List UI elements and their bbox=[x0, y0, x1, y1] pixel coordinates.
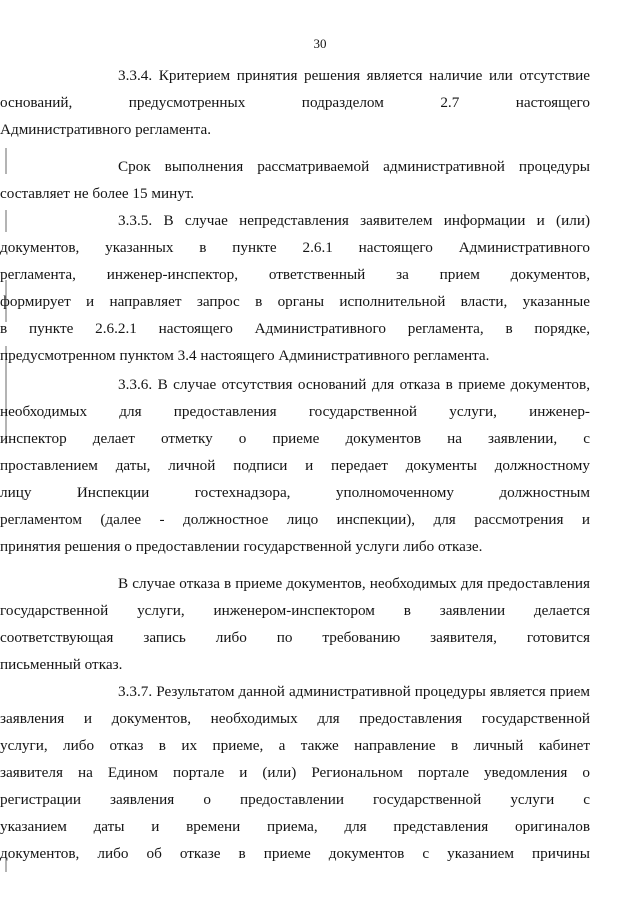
text-line: Административного регламента. bbox=[0, 121, 212, 138]
text-line: соответствующая запись либо по требованию заявителя, готовится bbox=[0, 629, 590, 646]
text-line: заявления и документов, необходимых для предоставления государственной bbox=[0, 710, 590, 727]
text-line: принятия решения о предоставлении государственной услуги либо отказе. bbox=[0, 538, 483, 555]
text-line: указанием даты и времени приема, для представления оригиналов bbox=[0, 818, 590, 835]
document-body bbox=[0, 62, 590, 867]
text-line: инспектор делает отметку о приеме документов на заявлении, с bbox=[0, 430, 590, 447]
text-line: Срок выполнения рассматриваемой административной процедуры bbox=[118, 158, 590, 175]
text-line: В случае отказа в приеме документов, необходимых для предоставления bbox=[118, 575, 590, 592]
margin-mark bbox=[5, 148, 7, 174]
text-line: услуги, либо отказ в их приеме, а также направление в личный кабинет bbox=[0, 737, 590, 754]
text-line: составляет не более 15 минут. bbox=[0, 185, 195, 202]
text-line: заявителя на Едином портале и (или) Региональном портале уведомления о bbox=[0, 764, 590, 781]
text-line: 3.3.5. В случае непредставления заявителем информации и (или) bbox=[118, 212, 590, 229]
text-line: регистрации заявления о предоставлении государственной услуги с bbox=[0, 791, 590, 808]
text-line: необходимых для предоставления государственной услуги, инженер- bbox=[0, 403, 590, 420]
text-line: документов, либо об отказе в приеме документов с указанием причины bbox=[0, 845, 590, 862]
text-line: формирует и направляет запрос в органы исполнительной власти, указанные bbox=[0, 293, 590, 310]
text-line: государственной услуги, инженером-инспектором в заявлении делается bbox=[0, 602, 590, 619]
text-line: проставлением даты, личной подписи и передает документы должностному bbox=[0, 457, 590, 474]
page-number: 30 bbox=[313, 36, 327, 51]
text-line: письменный отказ. bbox=[0, 656, 123, 673]
text-line: регламента, инженер-инспектор, ответственный за прием документов, bbox=[0, 266, 590, 283]
margin-mark bbox=[5, 210, 7, 232]
text-line: 3.3.7. Результатом данной административной процедуры является прием bbox=[118, 683, 590, 700]
text-line: в пункте 2.6.2.1 настоящего Административного регламента, в порядке, bbox=[0, 320, 590, 337]
text-line: 3.3.6. В случае отсутствия оснований для отказа в приеме документов, bbox=[118, 376, 590, 393]
text-line: 3.3.4. Критерием принятия решения является наличие или отсутствие bbox=[118, 67, 590, 84]
text-line: предусмотренном пунктом 3.4 настоящего Административного регламента. bbox=[0, 347, 490, 364]
text-line: документов, указанных в пункте 2.6.1 настоящего Административного bbox=[0, 239, 590, 256]
text-line: лицу Инспекции гостехнадзора, уполномоченному должностным bbox=[0, 484, 590, 501]
text-line: оснований, предусмотренных подразделом 2.7 настоящего bbox=[0, 94, 590, 111]
text-line: регламентом (далее - должностное лицо инспекции), для рассмотрения и bbox=[0, 511, 590, 528]
